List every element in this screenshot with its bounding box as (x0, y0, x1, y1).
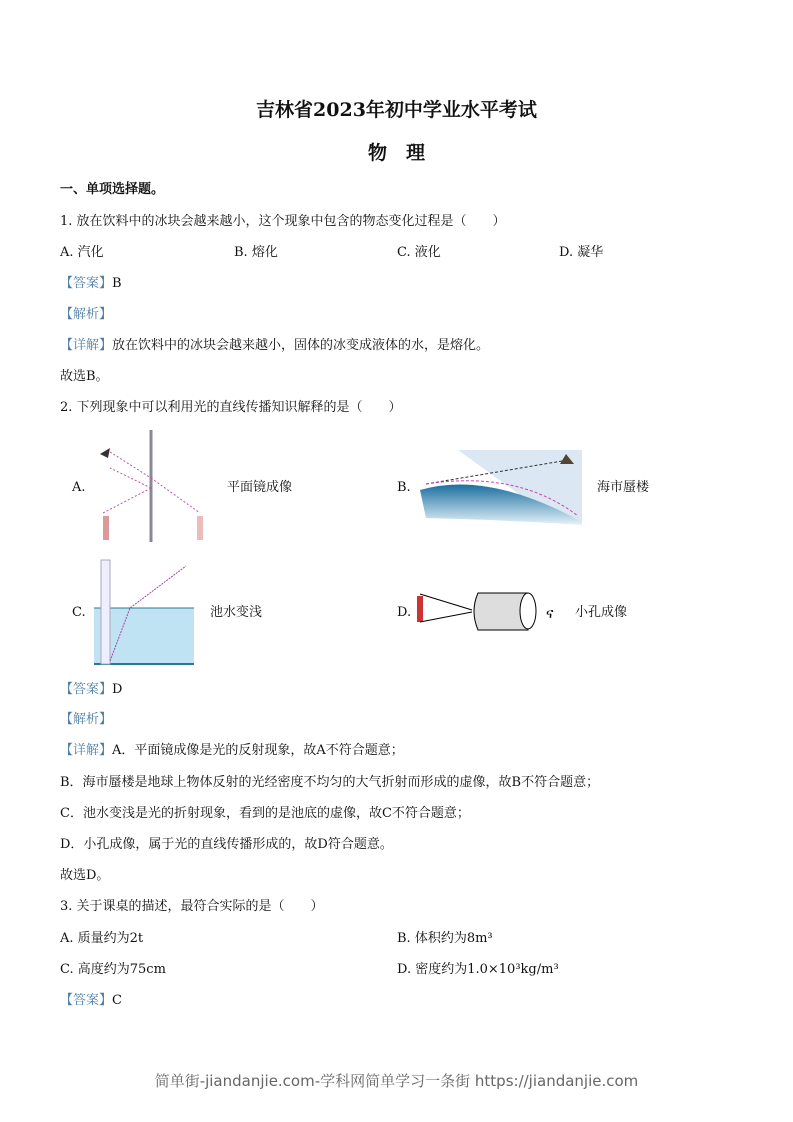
q3-option-d: D. 密度约为1.0×10³kg/m³ (397, 962, 559, 977)
q3-stem: 3. 关于课桌的描述，最符合实际的是（ ） (60, 899, 324, 914)
q3-option-a: A. 质量约为2t (60, 931, 144, 946)
pinhole-camera-figure (414, 590, 564, 635)
answer-tag: 【答案】 (60, 682, 113, 697)
detail-text: 放在饮料中的冰块会越来越小，固体的冰变成液体的水，是熔化。 (112, 338, 490, 353)
q2-detail-d: D．小孔成像，属于光的直线传播形成的，故D符合题意。 (60, 837, 393, 852)
analysis-tag: 【解析】 (60, 307, 113, 322)
footer-watermark: 简单街-jiandanjie.com-学科网简单学习一条街 https://jiandanjie.com (154, 1072, 639, 1090)
answer-value: D (112, 682, 123, 697)
q2-option-a-caption: 平面镜成像 (227, 480, 293, 495)
q2-conclusion: 故选D。 (60, 868, 110, 883)
answer-tag: 【答案】 (60, 993, 113, 1008)
q2-detail-b: B．海市蜃楼是地球上物体反射的光经密度不均匀的大气折射而形成的虚像，故B不符合题意； (60, 775, 600, 790)
answer-tag: 【答案】 (60, 276, 113, 291)
q1-stem: 1. 放在饮料中的冰块会越来越小，这个现象中包含的物态变化过程是（ ） (60, 214, 506, 229)
analysis-tag: 【解析】 (60, 712, 113, 727)
q2-answer (60, 682, 122, 698)
q2-option-d-caption: 小孔成像 (575, 605, 628, 620)
q1-conclusion: 故选B。 (60, 369, 109, 384)
plane-mirror-figure (90, 428, 210, 544)
q1-option-c: C. 液化 (397, 245, 441, 260)
q2-option-c-caption: 池水变浅 (210, 605, 263, 620)
answer-value: B (112, 276, 122, 291)
q1-option-a: A. 汽化 (60, 245, 104, 260)
detail-tag: 【详解】 (60, 338, 113, 353)
q3-option-c: C. 高度约为75cm (60, 962, 166, 977)
exam-title: 吉林省2023年初中学业水平考试 (256, 99, 537, 121)
q2-option-b-caption: 海市蜃楼 (597, 480, 650, 495)
mirage-figure (418, 450, 584, 525)
q2-stem: 2. 下列现象中可以利用光的直线传播知识解释的是（ ） (60, 400, 402, 415)
pool-water-figure (90, 556, 206, 668)
q3-option-b: B. 体积约为8m³ (397, 931, 493, 946)
q2-option-b-label: B. (397, 480, 411, 495)
q1-option-b: B. 熔化 (234, 245, 278, 260)
answer-value: C (112, 993, 122, 1008)
q2-detail (60, 743, 404, 759)
q2-option-d-label: D. (397, 605, 412, 620)
q1-detail (60, 338, 489, 354)
q2-detail-c: C．池水变浅是光的折射现象，看到的是池底的虚像，故C不符合题意； (60, 806, 470, 821)
subject-title: 物 理 (367, 142, 425, 164)
svg-text:ና: ና (546, 606, 554, 622)
q1-answer (60, 276, 122, 292)
q1-option-d: D. 凝华 (559, 245, 604, 260)
q2-option-c-label: C. (72, 605, 86, 620)
detail-text: A．平面镜成像是光的反射现象，故A不符合题意； (112, 743, 404, 758)
q2-option-a-label: A. (72, 480, 86, 495)
detail-tag: 【详解】 (60, 743, 113, 758)
section-heading: 一、单项选择题。 (60, 182, 165, 197)
q3-answer (60, 993, 122, 1009)
